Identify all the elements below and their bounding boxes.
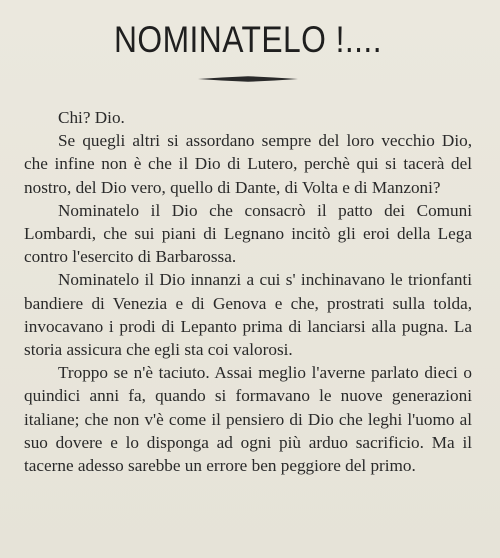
paragraph: Nominatelo il Dio che consacrò il patto dei Comuni Lombardi, che sui piani di Legnano incitò gli eroi della Lega contro l'esercito di Barbarossa. (24, 200, 472, 267)
paragraph: Se quegli altri si assordano sempre del loro vecchio Dio, che infine non è che il Dio di Lutero, perchè qui si tacerà del nostro, del Dio vero, quello di Dante, di Volta e di Manzoni? (24, 131, 472, 197)
title-divider-ornament-icon (198, 74, 298, 84)
paragraph: Troppo se n'è taciuto. Assai meglio l'averne parlato dieci o quindici anni fa, quando si formavano le nuove generazioni italiane; che non v'è come il pensiero di Dio che leghi l'uomo al suo dovere e lo disponga ad ogni più arduo sacrificio. Ma il tacerne adesso sarebbe un errore ben peggiore del primo. (24, 363, 472, 476)
article-body (24, 106, 472, 477)
article-title: NOMINATELO !.... (114, 19, 382, 60)
paragraph: Chi? Dio. (58, 108, 125, 127)
paragraph: Nominatelo il Dio innanzi a cui s' inchinavano le trionfanti bandiere di Venezia e di Genova e che, prostrati sulla tolda, invocavano i prodi di Lepanto prima di lanciarsi alla pugna. La storia assicura che egli sta coi valorosi. (24, 270, 472, 360)
